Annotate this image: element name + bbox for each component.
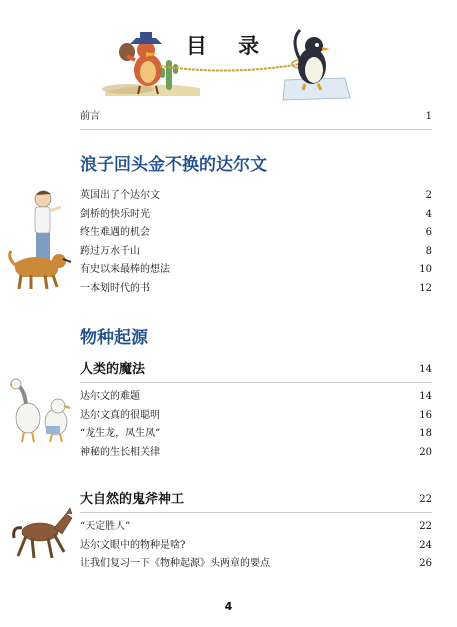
toc-entry[interactable]	[80, 425, 432, 442]
toc-entry-page: 14	[419, 391, 432, 402]
toc-entry[interactable]	[80, 407, 432, 424]
toc-entry[interactable]	[80, 206, 432, 223]
horse-icon	[14, 508, 72, 558]
subsection-page: 14	[419, 364, 432, 375]
toc-entry[interactable]	[80, 444, 432, 461]
toc-entry-label: “龙生龙，凤生凤”	[80, 428, 161, 440]
toc-entry-label: 前言	[80, 111, 100, 122]
toc-entry[interactable]	[80, 555, 432, 572]
toc-entry-label: 神秘的生长相关律	[80, 446, 160, 458]
toc-entry-page: 20	[419, 446, 432, 458]
divider	[80, 382, 432, 383]
divider	[80, 512, 432, 513]
toc-entry-page: 10	[419, 264, 432, 276]
toc-entry[interactable]	[80, 518, 432, 535]
subsection-title: 大自然的鬼斧神工	[80, 492, 185, 507]
page-title: 目 录	[185, 33, 272, 58]
toc-entry[interactable]	[80, 388, 432, 405]
toc-entry-label: 终生难遇的机会	[80, 227, 150, 239]
toc-entry-preface[interactable]	[80, 108, 432, 125]
toc-entry-page: 22	[419, 521, 432, 532]
toc-entry-label: 一本划时代的书	[80, 283, 150, 294]
toc-entry-label: 英国出了个达尔文	[80, 190, 160, 201]
toc-entry-label: 达尔文真的很聪明	[80, 409, 160, 421]
toc-entry[interactable]	[80, 224, 432, 241]
subsection-heading-1[interactable]	[80, 360, 432, 380]
toc-entry-page: 16	[419, 409, 432, 421]
toc-entry-page: 6	[425, 227, 432, 239]
toc-entry-page: 26	[419, 558, 432, 570]
toc-entry-label: 有史以来最棒的想法	[80, 264, 170, 276]
page-number: 4	[224, 600, 233, 613]
toc-entry-page: 18	[419, 428, 432, 440]
toc-entry-label: 达尔文眼中的物种是啥?	[80, 539, 186, 551]
two-birds-illustration	[10, 376, 80, 446]
subsection-title: 人类的魔法	[80, 362, 146, 377]
part1-heading: 浪子回头金不换的达尔文	[80, 155, 267, 175]
toc-entry-label: 达尔文的难题	[80, 391, 140, 402]
horse-illustration	[10, 506, 80, 566]
toc-entry-page: 4	[425, 208, 432, 220]
toc-entry-page: 2	[425, 190, 432, 201]
bird-icon	[10, 379, 40, 442]
toc-entry-page: 12	[419, 283, 432, 294]
subsection-heading-2[interactable]	[80, 490, 432, 510]
toc-entry-label: “天定胜人”	[80, 521, 131, 532]
toc-entry[interactable]	[80, 261, 432, 278]
boy-and-dog-illustration	[5, 185, 80, 300]
toc-entry[interactable]	[80, 187, 432, 204]
divider	[80, 129, 432, 130]
toc-entry-page: 1	[425, 111, 432, 122]
toc-entry[interactable]	[80, 243, 432, 260]
part2-heading: 物种起源	[80, 328, 148, 348]
toc-entry-page: 24	[419, 539, 432, 551]
toc-entry[interactable]	[80, 537, 432, 554]
toc-entry[interactable]	[80, 280, 432, 297]
toc-entry-label: 跨过万水千山	[80, 245, 140, 257]
toc-entry-label: 让我们复习一下《物种起源》头两章的要点	[80, 558, 270, 570]
subsection-page: 22	[419, 494, 432, 505]
toc-entry-page: 8	[425, 245, 432, 257]
bird-icon	[45, 399, 70, 442]
toc-entry-label: 剑桥的快乐时光	[80, 208, 150, 220]
